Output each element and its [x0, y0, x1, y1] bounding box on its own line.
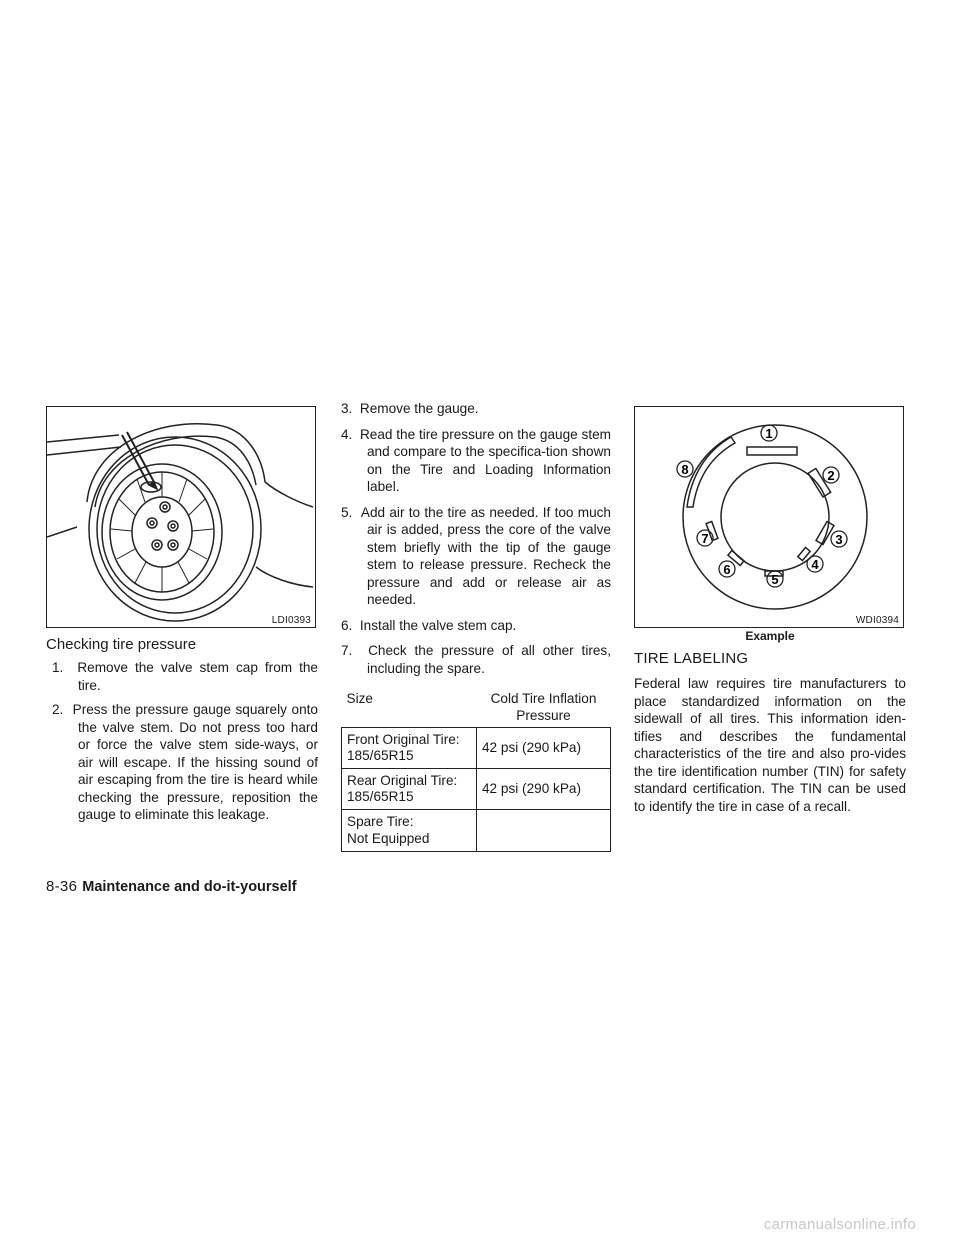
step-number: 7. [341, 643, 353, 658]
step-number: 6. [341, 617, 353, 633]
callout-label: 2 [827, 468, 835, 483]
callout-1 [761, 425, 777, 441]
callout-label: 5 [771, 572, 779, 587]
tire-pressure-table [341, 688, 611, 852]
step-text: Remove the valve stem cap from the tire. [77, 660, 318, 693]
list-item [341, 617, 611, 635]
callout-label: 8 [681, 462, 689, 477]
table-row [342, 728, 611, 769]
callout-label: 6 [723, 562, 731, 577]
callout-3 [831, 531, 847, 547]
tire-label-illustration [634, 406, 904, 628]
page-footer [46, 878, 297, 895]
callout-6 [719, 561, 735, 577]
tire-sidewall-drawing [635, 407, 903, 627]
list-item [341, 504, 611, 609]
chapter-title: Maintenance and do-it-yourself [82, 879, 297, 895]
right-column [634, 406, 906, 815]
cell-pressure: 42 psi (290 kPa) [477, 728, 611, 769]
cell-pressure: 42 psi (290 kPa) [477, 769, 611, 810]
cell-size [342, 728, 477, 769]
table-header-row [342, 688, 611, 728]
step-number: 3. [341, 401, 353, 416]
callout-label: 4 [811, 557, 819, 572]
callout-label: 3 [835, 532, 843, 547]
step-text: Check the pressure of all other tires, including the spare. [367, 643, 612, 676]
list-item [52, 701, 318, 824]
step-number: 1. [52, 660, 64, 675]
header-size: Size [342, 688, 477, 728]
table-row [342, 769, 611, 810]
cell-pressure [477, 810, 611, 852]
callout-label: 7 [701, 531, 709, 546]
section-heading: TIRE LABELING [634, 650, 749, 667]
size-line: 185/65R15 [347, 748, 414, 763]
list-item [52, 659, 318, 694]
section-heading: Checking tire pressure [46, 636, 197, 653]
step-text: Add air to the tire as needed. If too much air is added, press the core of the valve stem briefly with the tip of the gauge stem to release pressure. Recheck the pressure and add or release air as needed. [360, 504, 611, 607]
size-line: Front Original Tire: [347, 731, 460, 747]
callout-5 [767, 571, 783, 587]
callout-label: 1 [765, 426, 773, 441]
step-text: Remove the gauge. [359, 401, 479, 416]
callout-8 [677, 461, 693, 477]
cell-size [342, 810, 477, 852]
size-line: Spare Tire: [347, 814, 414, 829]
callout-4 [807, 556, 823, 572]
tire-gauge-illustration [46, 406, 316, 628]
cell-size [342, 769, 477, 810]
size-line: Not Equipped [347, 830, 430, 846]
tire-gauge-drawing [47, 407, 315, 627]
list-item [341, 642, 611, 677]
callout-2 [823, 467, 839, 483]
steps-list-continued [341, 400, 611, 677]
size-line: Rear Original Tire: [347, 772, 458, 788]
figure-code: LDI0393 [271, 615, 311, 626]
step-text: Install the valve stem cap. [359, 617, 517, 633]
figure-caption: Example [745, 629, 795, 643]
step-text: Read the tire pressure on the gauge stem and compare to the specifica-tion shown on the Tire and Loading Information label. [359, 426, 611, 494]
middle-column [341, 400, 611, 852]
page-number: 8-36 [46, 878, 78, 895]
step-number: 5. [341, 504, 353, 520]
list-item [341, 400, 611, 418]
left-column [46, 406, 318, 831]
figure-code: WDI0394 [855, 615, 899, 626]
header-pressure: Cold Tire Inflation Pressure [477, 688, 611, 728]
list-item [341, 426, 611, 496]
step-number: 4. [341, 426, 353, 442]
size-line: 185/65R15 [347, 789, 414, 804]
table-row [342, 810, 611, 852]
step-text: Press the pressure gauge squarely onto the valve stem. Do not press too hard or force the valve stem side-ways, or air will escape. If the hissing sound of air escaping from the tire is heard while checking the pressure, reposition the gauge to eliminate this leakage. [72, 702, 318, 822]
section-body: Federal law requires tire manufacturers to place standardized information on the sidewall of all tires. This information iden-tifies and describes the fundamental characteristics of the tire and also pro-vides the tire identification number (TIN) for safety standard certification. The TIN can be used to identify the tire in case of a recall. [634, 676, 906, 814]
step-number: 2. [52, 702, 64, 717]
watermark: carmanualsonline.info [763, 1216, 916, 1233]
steps-list [46, 659, 318, 824]
